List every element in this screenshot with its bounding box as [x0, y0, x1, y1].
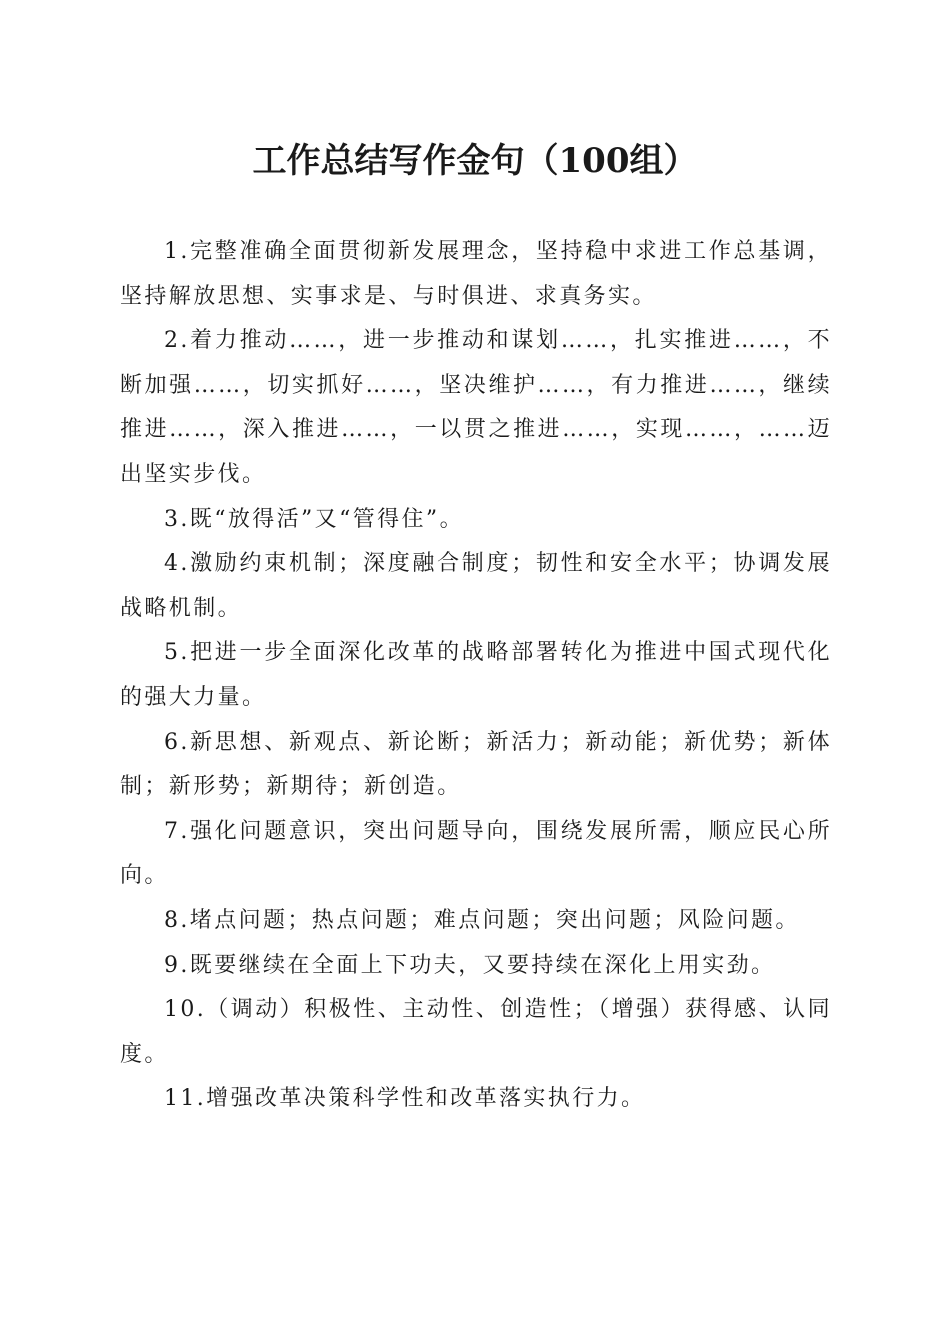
document-body — [120, 230, 832, 1122]
paragraph-5: 5.把进一步全面深化改革的战略部署转化为推进中国式现代化的强大力量。 — [120, 640, 832, 710]
paragraph-11: 11.增强改革决策科学性和改革落实执行力。 — [164, 1086, 646, 1112]
paragraph-6: 6.新思想、新观点、新论断；新活力；新动能；新优势；新体制；新形势；新期待；新创造。 — [120, 729, 832, 800]
paragraph-7: 7.强化问题意识，突出问题导向，围绕发展所需，顺应民心所向。 — [120, 818, 832, 889]
document-title: 工作总结写作金句（100组） — [252, 141, 698, 181]
paragraph-10: 10.（调动）积极性、主动性、创造性；（增强）获得感、认同度。 — [120, 997, 832, 1067]
paragraph-3: 3.既“放得活”又“管得住”。 — [164, 506, 464, 532]
paragraph-2: 2.着力推动……，进一步推动和谋划……，扎实推进……，不断加强……，切实抓好……，坚决维护……，有力推进……，继续推进……，深入推进……，一以贯之推进……，实现……，……迈出坚实步伐。 — [120, 328, 832, 487]
paragraph-9: 9.既要继续在全面上下功夫，又要持续在深化上用实劲。 — [164, 952, 776, 978]
paragraph-8: 8.堵点问题；热点问题；难点问题；突出问题；风险问题。 — [164, 907, 800, 933]
paragraph-4: 4.激励约束机制；深度融合制度；韧性和安全水平；协调发展战略机制。 — [120, 551, 832, 621]
paragraph-1: 1.完整准确全面贯彻新发展理念，坚持稳中求进工作总基调，坚持解放思想、实事求是、与时俱进、求真务实。 — [120, 239, 832, 309]
